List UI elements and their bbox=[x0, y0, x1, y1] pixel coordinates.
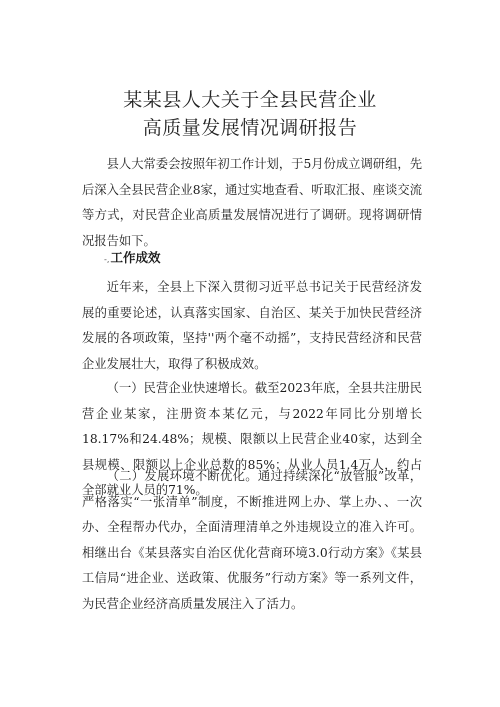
section-heading-text: 工作成效 bbox=[110, 250, 161, 265]
subsection-1-paragraph: （一）民营企业快速增长。截至2023年底，全县共注册民营企业某家，注册资本某亿元，与2022年同比分别增长18.17%和24.48%；规模、限额以上民营企业40家，达到全县规模、限额以上企业总数的85%；从业人员1.4万人，约占全部就业人员的71%。 bbox=[82, 381, 422, 497]
intro-paragraph: 县人大常委会按照年初工作计划，于5月份成立调研组，先后深入全县民营企业8家，通过实地查看、听取汇报、座谈交流等方式，对民营企业高质量发展情况进行了调研。现将调研情况报告如下。 bbox=[82, 157, 422, 248]
document-title-line1: 某某县人大关于全县民营企业 bbox=[123, 89, 377, 111]
section-marker: -, bbox=[104, 255, 110, 264]
section-heading bbox=[104, 248, 160, 266]
subsection-2-paragraph: （二）发展环境不断优化。通过持续深化“放管服”改革，严格落实“一张清单”制度，不断推进网上办、掌上办、、一次办、全程帮办代办，全面清理清单之外违规设立的准入许可。相继出台《某县落实自治区优化营商环境3.0行动方案》《某县工信局“进企业、送政策、优服务”行动方案》等一系列文件，为民营企业经济高质量发展注入了活力。 bbox=[82, 469, 422, 611]
document-title-line2: 高质量发展情况调研报告 bbox=[142, 117, 358, 139]
section-body-paragraph: 近年来，全县上下深入贯彻习近平总书记关于民营经济发展的重要论述，认真落实国家、自治区、某关于加快民营经济发展的各项政策，坚持''两个毫不动摇”，支持民营经济和民营企业发展壮大，取得了积极成效。 bbox=[82, 280, 422, 371]
